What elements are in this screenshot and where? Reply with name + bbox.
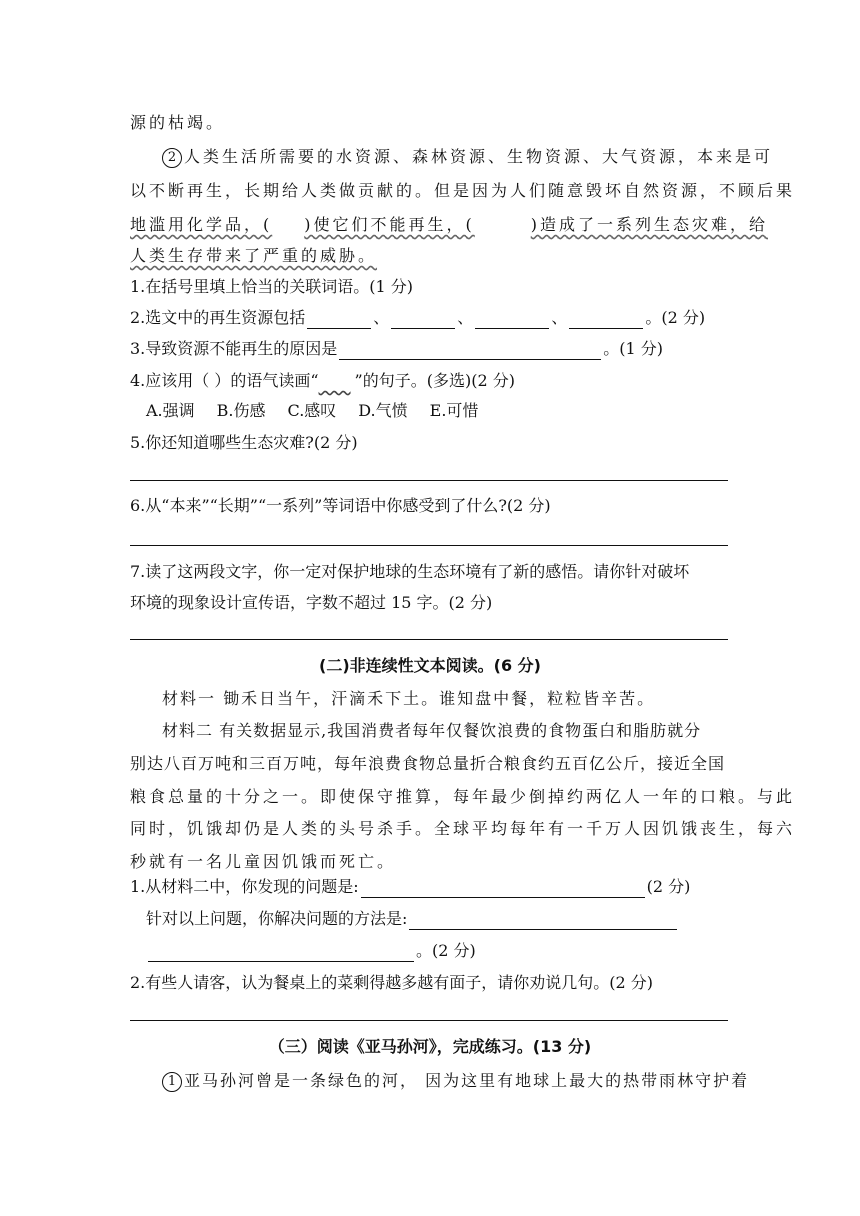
material-2-line: 同时，饥饿却仍是人类的头号杀手。全球平均每年有一千万人因饥饿丧生，每六: [130, 819, 796, 838]
passage-paragraph-2-line-1: [162, 146, 773, 168]
material-2-line: 别达八百万吨和三百万吨，每年浪费食物总量折合粮食约五百亿公斤，接近全国: [130, 754, 726, 773]
wavy-underlined-text: 地滥用化学品，( )使它们不能再生，( )造成了一系列生态灾难，给: [130, 215, 768, 234]
answer-blank[interactable]: [148, 945, 414, 962]
question-6: 6.从“本来”“长期”“一系列”等词语中你感受到了什么?(2 分): [130, 496, 551, 515]
answer-line[interactable]: [130, 1020, 728, 1021]
material-2-line-1: 材料二 有关数据显示,我国消费者每年仅餐饮浪费的食物蛋白和脂肪就分: [162, 721, 702, 740]
question-1: 1.在括号里填上恰当的关联词语。(1 分): [130, 277, 414, 296]
passage-line: 源的枯竭。: [130, 113, 226, 132]
section-2-question-1: 1.从材料二中，你发现的问题是: (2 分): [130, 877, 691, 896]
material-1: 材料一 锄禾日当午，汗滴禾下土。谁知盘中餐，粒粒皆辛苦。: [162, 689, 656, 708]
answer-blank[interactable]: [409, 913, 677, 930]
passage-text: 人类生活所需要的水资源、森林资源、生物资源、大气资源，本来是可: [184, 147, 774, 166]
answer-line[interactable]: [130, 480, 728, 481]
question-4-options: [146, 400, 500, 422]
question-2: 2.选文中的再生资源包括 、 、 、 。(2 分): [130, 308, 706, 327]
section-2-question-1-method: 针对以上问题，你解决问题的方法是:: [146, 908, 679, 930]
material-2-line: 粮食总量的十分之一。即使保守推算，每年最少倒掉约两亿人一年的口粮。与此: [130, 787, 796, 806]
paragraph-number-circle: 1: [162, 1072, 182, 1092]
material-2-line: 秒就有一名儿童因饥饿而死亡。: [130, 852, 397, 871]
question-7-line-2: 环境的现象设计宣传语，字数不超过 15 字。(2 分): [130, 593, 493, 612]
question-7-line-1: 7.读了这两段文字，你一定对保护地球的生态环境有了新的感悟。请你针对破坏: [130, 562, 690, 581]
option-b[interactable]: B.伤感: [216, 401, 266, 420]
answer-blank[interactable]: [361, 881, 645, 898]
section-2-question-1-method-cont: 。(2 分): [146, 940, 476, 962]
answer-line[interactable]: [130, 545, 728, 546]
section-3-paragraph-1: [162, 1070, 749, 1092]
question-3: 3.导致资源不能再生的原因是 。(1 分): [130, 339, 664, 358]
section-2-question-2: 2.有些人请客，认为餐桌上的菜剩得越多越有面子，请你劝说几句。(2 分): [130, 973, 654, 992]
answer-blank[interactable]: [475, 312, 549, 329]
paragraph-number-circle: 2: [162, 148, 182, 168]
passage-line-with-blanks: [130, 214, 768, 236]
option-c[interactable]: C.感叹: [287, 401, 337, 420]
section-3-title: （三）阅读《亚马孙河》，完成练习。(13 分): [268, 1037, 592, 1056]
passage-line: [130, 245, 377, 267]
wavy-underlined-text: 人类生存带来了严重的威胁。: [130, 246, 378, 265]
option-a[interactable]: A.强调: [146, 401, 195, 420]
question-4: 4.应该用（ ）的语气读画“ ”的句子。(多选)(2 分): [130, 371, 515, 390]
section-2-title: (二)非连续性文本阅读。(6 分): [319, 656, 541, 675]
answer-blank[interactable]: [339, 343, 601, 360]
answer-blank[interactable]: [307, 312, 371, 329]
passage-text: 亚马孙河曾是一条绿色的河， 因为这里有地球上最大的热带雨林守护着: [184, 1071, 750, 1090]
passage-line: 以不断再生，长期给人类做贡献的。但是因为人们随意毁坏自然资源，不顾后果: [130, 181, 796, 200]
wavy-line-sample: [319, 370, 355, 392]
question-5: 5.你还知道哪些生态灾难?(2 分): [130, 433, 358, 452]
answer-blank[interactable]: [391, 312, 455, 329]
option-e[interactable]: E.可惜: [429, 401, 479, 420]
answer-blank[interactable]: [569, 312, 643, 329]
answer-line[interactable]: [130, 639, 728, 640]
option-d[interactable]: D.气愤: [358, 401, 408, 420]
